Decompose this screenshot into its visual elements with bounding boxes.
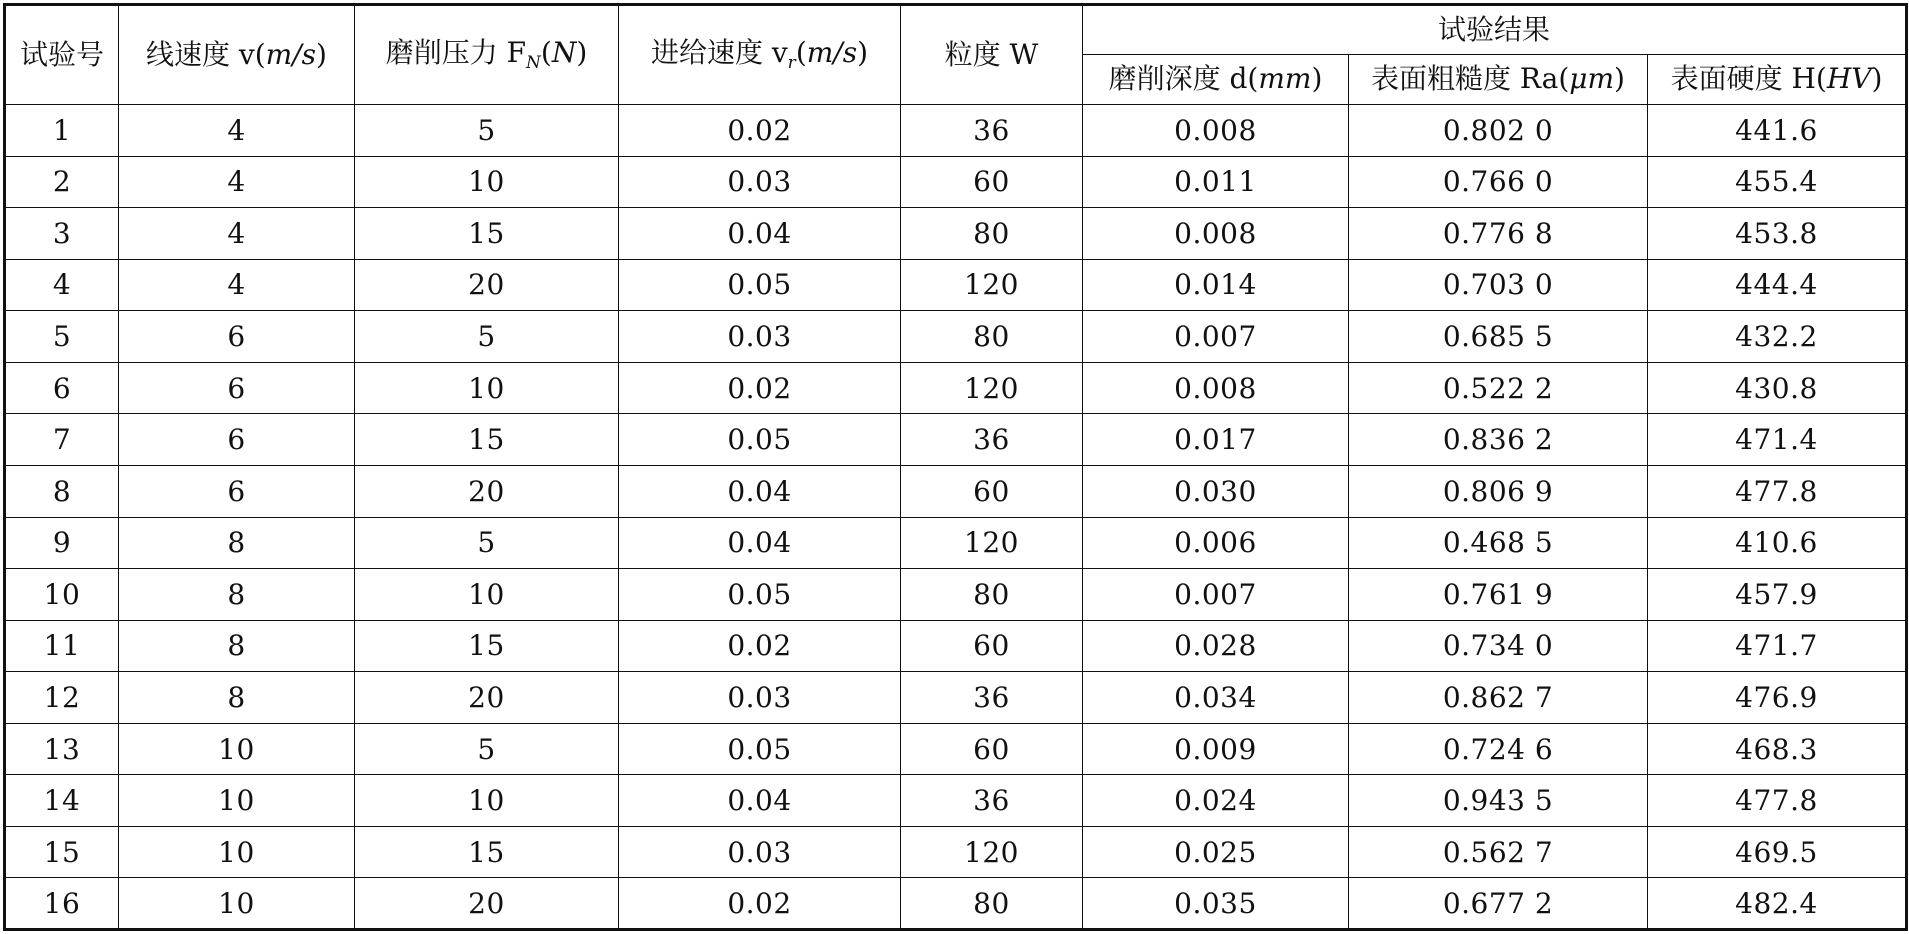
cell-feed-speed: 0.04 bbox=[619, 208, 901, 260]
table-body bbox=[5, 105, 1907, 930]
cell-depth: 0.017 bbox=[1083, 414, 1349, 466]
table-row bbox=[5, 259, 1907, 311]
cell-trial-no: 6 bbox=[5, 362, 119, 414]
cell-linear-speed: 4 bbox=[119, 105, 355, 157]
cell-depth: 0.035 bbox=[1083, 878, 1349, 930]
table-row bbox=[5, 311, 1907, 363]
cell-roughness: 0.734 0 bbox=[1349, 620, 1648, 672]
cell-trial-no: 13 bbox=[5, 723, 119, 775]
cell-pressure: 10 bbox=[355, 156, 619, 208]
cell-pressure: 5 bbox=[355, 517, 619, 569]
cell-hardness: 453.8 bbox=[1648, 208, 1907, 260]
cell-pressure: 10 bbox=[355, 775, 619, 827]
cell-grit: 60 bbox=[901, 465, 1083, 517]
header-trial-no: 试验号 bbox=[5, 5, 119, 105]
cell-roughness: 0.724 6 bbox=[1349, 723, 1648, 775]
cell-hardness: 410.6 bbox=[1648, 517, 1907, 569]
cell-feed-speed: 0.02 bbox=[619, 620, 901, 672]
cell-trial-no: 12 bbox=[5, 672, 119, 724]
cell-depth: 0.007 bbox=[1083, 569, 1349, 621]
cell-linear-speed: 10 bbox=[119, 723, 355, 775]
cell-grit: 120 bbox=[901, 362, 1083, 414]
cell-roughness: 0.761 9 bbox=[1349, 569, 1648, 621]
table-container bbox=[3, 3, 1905, 931]
cell-depth: 0.008 bbox=[1083, 362, 1349, 414]
cell-roughness: 0.766 0 bbox=[1349, 156, 1648, 208]
cell-trial-no: 9 bbox=[5, 517, 119, 569]
cell-pressure: 5 bbox=[355, 723, 619, 775]
cell-linear-speed: 6 bbox=[119, 465, 355, 517]
cell-grit: 60 bbox=[901, 620, 1083, 672]
cell-hardness: 457.9 bbox=[1648, 569, 1907, 621]
cell-feed-speed: 0.03 bbox=[619, 672, 901, 724]
header-roughness-unit: μm bbox=[1569, 62, 1615, 96]
cell-grit: 36 bbox=[901, 414, 1083, 466]
cell-pressure: 20 bbox=[355, 465, 619, 517]
cell-feed-speed: 0.03 bbox=[619, 311, 901, 363]
cell-feed-speed: 0.05 bbox=[619, 259, 901, 311]
cell-trial-no: 11 bbox=[5, 620, 119, 672]
cell-hardness: 477.8 bbox=[1648, 775, 1907, 827]
cell-grit: 80 bbox=[901, 311, 1083, 363]
cell-linear-speed: 10 bbox=[119, 775, 355, 827]
header-pressure-sub: N bbox=[526, 52, 541, 73]
cell-grit: 60 bbox=[901, 156, 1083, 208]
cell-roughness: 0.776 8 bbox=[1349, 208, 1648, 260]
table-row bbox=[5, 620, 1907, 672]
header-grit: 粒度 W bbox=[901, 5, 1083, 105]
table-row bbox=[5, 465, 1907, 517]
cell-hardness: 430.8 bbox=[1648, 362, 1907, 414]
cell-linear-speed: 6 bbox=[119, 311, 355, 363]
cell-trial-no: 1 bbox=[5, 105, 119, 157]
cell-grit: 60 bbox=[901, 723, 1083, 775]
header-depth-label: 磨削深度 d( bbox=[1108, 62, 1259, 96]
cell-grit: 80 bbox=[901, 878, 1083, 930]
cell-pressure: 20 bbox=[355, 878, 619, 930]
cell-roughness: 0.468 5 bbox=[1349, 517, 1648, 569]
table-row bbox=[5, 208, 1907, 260]
cell-hardness: 432.2 bbox=[1648, 311, 1907, 363]
cell-roughness: 0.802 0 bbox=[1349, 105, 1648, 157]
table-row bbox=[5, 723, 1907, 775]
cell-linear-speed: 4 bbox=[119, 259, 355, 311]
header-roughness-label: 表面粗糙度 Ra( bbox=[1371, 62, 1570, 96]
cell-pressure: 15 bbox=[355, 414, 619, 466]
header-feed-speed bbox=[619, 5, 901, 105]
cell-feed-speed: 0.03 bbox=[619, 826, 901, 878]
header-roughness-close: ) bbox=[1614, 62, 1625, 96]
cell-depth: 0.014 bbox=[1083, 259, 1349, 311]
cell-linear-speed: 8 bbox=[119, 672, 355, 724]
cell-depth: 0.011 bbox=[1083, 156, 1349, 208]
cell-hardness: 441.6 bbox=[1648, 105, 1907, 157]
cell-roughness: 0.836 2 bbox=[1349, 414, 1648, 466]
cell-depth: 0.024 bbox=[1083, 775, 1349, 827]
cell-depth: 0.030 bbox=[1083, 465, 1349, 517]
cell-depth: 0.028 bbox=[1083, 620, 1349, 672]
header-depth bbox=[1083, 55, 1349, 105]
cell-trial-no: 8 bbox=[5, 465, 119, 517]
cell-feed-speed: 0.04 bbox=[619, 775, 901, 827]
cell-depth: 0.034 bbox=[1083, 672, 1349, 724]
cell-linear-speed: 8 bbox=[119, 517, 355, 569]
cell-feed-speed: 0.05 bbox=[619, 414, 901, 466]
cell-pressure: 15 bbox=[355, 620, 619, 672]
cell-linear-speed: 4 bbox=[119, 156, 355, 208]
header-feed-speed-unit: m/s bbox=[806, 35, 858, 69]
cell-hardness: 469.5 bbox=[1648, 826, 1907, 878]
cell-linear-speed: 10 bbox=[119, 826, 355, 878]
cell-hardness: 476.9 bbox=[1648, 672, 1907, 724]
cell-hardness: 455.4 bbox=[1648, 156, 1907, 208]
cell-grit: 120 bbox=[901, 259, 1083, 311]
cell-feed-speed: 0.03 bbox=[619, 156, 901, 208]
cell-feed-speed: 0.02 bbox=[619, 105, 901, 157]
cell-pressure: 10 bbox=[355, 569, 619, 621]
header-results-group: 试验结果 bbox=[1083, 5, 1907, 55]
cell-roughness: 0.562 7 bbox=[1349, 826, 1648, 878]
cell-trial-no: 2 bbox=[5, 156, 119, 208]
header-linear-speed-label: 线速度 v( bbox=[146, 37, 266, 71]
header-pressure-label: 磨削压力 F bbox=[385, 35, 527, 69]
header-feed-speed-label: 进给速度 v bbox=[650, 35, 788, 69]
cell-trial-no: 14 bbox=[5, 775, 119, 827]
table-row bbox=[5, 362, 1907, 414]
cell-pressure: 15 bbox=[355, 208, 619, 260]
cell-pressure: 20 bbox=[355, 672, 619, 724]
cell-depth: 0.006 bbox=[1083, 517, 1349, 569]
header-hardness-unit: HV bbox=[1826, 62, 1872, 96]
cell-trial-no: 15 bbox=[5, 826, 119, 878]
cell-pressure: 5 bbox=[355, 105, 619, 157]
table-row bbox=[5, 156, 1907, 208]
cell-trial-no: 3 bbox=[5, 208, 119, 260]
table-row bbox=[5, 105, 1907, 157]
header-roughness bbox=[1349, 55, 1648, 105]
cell-trial-no: 4 bbox=[5, 259, 119, 311]
cell-grit: 80 bbox=[901, 208, 1083, 260]
header-feed-speed-sub: r bbox=[787, 52, 796, 73]
table-row bbox=[5, 517, 1907, 569]
header-depth-close: ) bbox=[1311, 62, 1323, 96]
cell-pressure: 5 bbox=[355, 311, 619, 363]
header-hardness bbox=[1648, 55, 1907, 105]
cell-grit: 36 bbox=[901, 775, 1083, 827]
cell-hardness: 471.4 bbox=[1648, 414, 1907, 466]
table-row bbox=[5, 414, 1907, 466]
cell-grit: 80 bbox=[901, 569, 1083, 621]
cell-grit: 120 bbox=[901, 826, 1083, 878]
cell-linear-speed: 8 bbox=[119, 620, 355, 672]
cell-feed-speed: 0.05 bbox=[619, 723, 901, 775]
cell-roughness: 0.862 7 bbox=[1349, 672, 1648, 724]
cell-pressure: 15 bbox=[355, 826, 619, 878]
cell-trial-no: 16 bbox=[5, 878, 119, 930]
cell-depth: 0.025 bbox=[1083, 826, 1349, 878]
cell-feed-speed: 0.02 bbox=[619, 362, 901, 414]
cell-depth: 0.008 bbox=[1083, 105, 1349, 157]
cell-grit: 120 bbox=[901, 517, 1083, 569]
cell-linear-speed: 8 bbox=[119, 569, 355, 621]
cell-hardness: 477.8 bbox=[1648, 465, 1907, 517]
cell-feed-speed: 0.04 bbox=[619, 517, 901, 569]
cell-roughness: 0.685 5 bbox=[1349, 311, 1648, 363]
table-row bbox=[5, 672, 1907, 724]
cell-pressure: 10 bbox=[355, 362, 619, 414]
cell-linear-speed: 6 bbox=[119, 414, 355, 466]
cell-pressure: 20 bbox=[355, 259, 619, 311]
table-row bbox=[5, 569, 1907, 621]
cell-grit: 36 bbox=[901, 105, 1083, 157]
header-feed-speed-close: ) bbox=[857, 35, 869, 69]
cell-depth: 0.007 bbox=[1083, 311, 1349, 363]
table-row bbox=[5, 826, 1907, 878]
cell-roughness: 0.943 5 bbox=[1349, 775, 1648, 827]
header-pressure-close: ) bbox=[576, 35, 588, 69]
header-pressure-open: ( bbox=[540, 35, 552, 69]
cell-hardness: 471.7 bbox=[1648, 620, 1907, 672]
cell-hardness: 468.3 bbox=[1648, 723, 1907, 775]
header-hardness-close: ) bbox=[1871, 62, 1883, 96]
header-linear-speed-unit: m/s bbox=[265, 37, 317, 71]
cell-hardness: 482.4 bbox=[1648, 878, 1907, 930]
header-depth-unit: mm bbox=[1258, 62, 1312, 96]
cell-linear-speed: 4 bbox=[119, 208, 355, 260]
header-pressure-unit: N bbox=[551, 35, 577, 69]
cell-roughness: 0.522 2 bbox=[1349, 362, 1648, 414]
cell-trial-no: 5 bbox=[5, 311, 119, 363]
cell-depth: 0.008 bbox=[1083, 208, 1349, 260]
cell-roughness: 0.806 9 bbox=[1349, 465, 1648, 517]
header-pressure bbox=[355, 5, 619, 105]
header-hardness-label: 表面硬度 H( bbox=[1670, 62, 1827, 96]
cell-hardness: 444.4 bbox=[1648, 259, 1907, 311]
cell-linear-speed: 6 bbox=[119, 362, 355, 414]
table-row bbox=[5, 878, 1907, 930]
cell-depth: 0.009 bbox=[1083, 723, 1349, 775]
cell-feed-speed: 0.02 bbox=[619, 878, 901, 930]
cell-trial-no: 10 bbox=[5, 569, 119, 621]
header-linear-speed bbox=[119, 5, 355, 105]
cell-roughness: 0.703 0 bbox=[1349, 259, 1648, 311]
cell-feed-speed: 0.04 bbox=[619, 465, 901, 517]
table-row bbox=[5, 775, 1907, 827]
cell-roughness: 0.677 2 bbox=[1349, 878, 1648, 930]
cell-trial-no: 7 bbox=[5, 414, 119, 466]
cell-feed-speed: 0.05 bbox=[619, 569, 901, 621]
header-feed-speed-open: ( bbox=[795, 35, 807, 69]
cell-linear-speed: 10 bbox=[119, 878, 355, 930]
cell-grit: 36 bbox=[901, 672, 1083, 724]
table-header bbox=[5, 5, 1907, 105]
experiment-results-table bbox=[3, 3, 1908, 931]
header-linear-speed-close: ) bbox=[316, 37, 327, 71]
